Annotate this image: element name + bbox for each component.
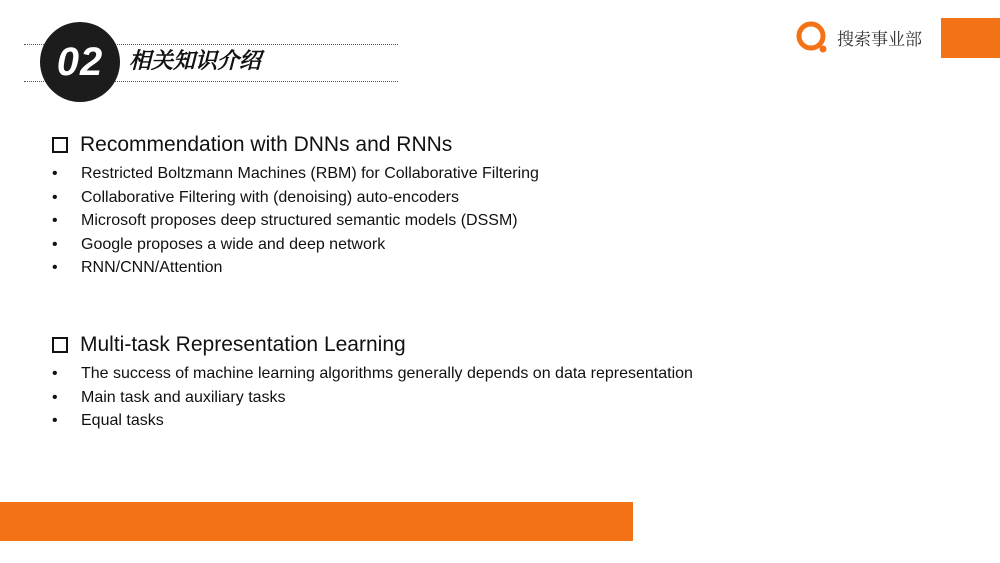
accent-bar-bottom [0, 502, 633, 541]
content-block-multitask [52, 330, 812, 433]
bullet-icon: • [52, 165, 58, 182]
bullet-icon: • [52, 388, 58, 406]
bullet-icon: • [52, 188, 58, 206]
checkbox-icon [52, 137, 68, 153]
block-title-text: Recommendation with DNNs and RNNs [80, 133, 453, 156]
list-item: • Collaborative Filtering with (denoising) auto-encoders [52, 186, 812, 210]
accent-block-top [941, 18, 1000, 58]
block-title-text: Multi-task Representation Learning [80, 333, 406, 356]
list-item: • Main task and auxiliary tasks [52, 386, 812, 410]
bullet-icon: • [52, 235, 58, 253]
bullet-list [52, 162, 812, 280]
section-number-badge [40, 22, 120, 102]
checkbox-icon [52, 337, 68, 353]
list-item: • Restricted Boltzmann Machines (RBM) for Collaborative Filtering [52, 162, 812, 186]
block-title [52, 330, 812, 360]
list-item: • RNN/CNN/Attention [52, 256, 812, 280]
list-item: • The success of machine learning algorithms generally depends on data representation [52, 362, 812, 386]
list-item: • Google proposes a wide and deep network [52, 233, 812, 257]
bullet-icon: • [52, 212, 58, 229]
bullet-icon: • [52, 259, 58, 276]
section-title: 相关知识介绍 [129, 49, 262, 74]
logo-icon [795, 20, 829, 54]
list-item: • Microsoft proposes deep structured semantic models (DSSM) [52, 209, 812, 233]
content-block-dnn-rnn [52, 130, 812, 280]
list-item: • Equal tasks [52, 409, 812, 433]
block-title [52, 130, 812, 160]
bullet-icon: • [52, 412, 58, 429]
section-number: 02 [56, 39, 104, 84]
logo-text: 搜索事业部 [837, 29, 922, 50]
logo [795, 20, 922, 54]
bullet-icon: • [52, 365, 58, 382]
bullet-list [52, 362, 812, 433]
